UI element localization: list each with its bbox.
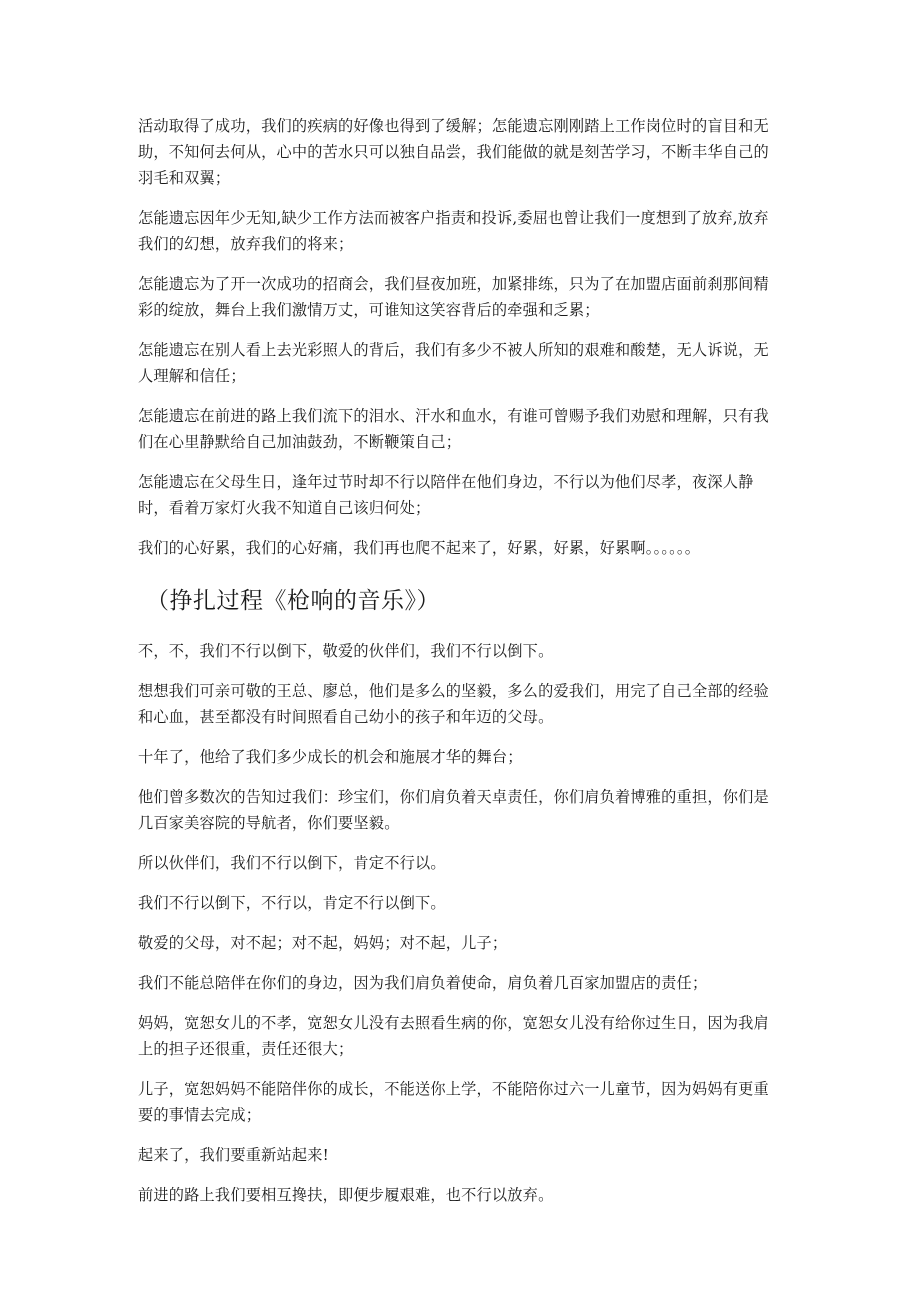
paragraph: 前进的路上我们要相互搀扶，即便步履艰难，也不行以放弃。 xyxy=(138,1186,554,1204)
paragraph: 所以伙伴们，我们不行以倒下，肯定不行以。 xyxy=(138,854,446,872)
paragraph: 怎能遗忘因年少无知,缺少工作方法而被客户指责和投诉,委屈也曾让我们一度想到了放弃,放弃我们的幻想，放弃我们的将来； xyxy=(138,209,769,253)
document-page xyxy=(138,113,778,1222)
paragraph: 不，不，我们不行以倒下，敬爱的伙伴们，我们不行以倒下。 xyxy=(138,642,554,660)
section-heading: （挣扎过程《枪响的音乐》） xyxy=(146,588,440,614)
paragraph: 敬爱的父母，对不起；对不起，妈妈；对不起，儿子； xyxy=(138,934,508,952)
paragraph: 怎能遗忘为了开一次成功的招商会，我们昼夜加班，加紧排练，只为了在加盟店面前刹那间精彩的绽放，舞台上我们激情万丈，可谁知这笑容背后的牵强和乏累； xyxy=(138,275,769,319)
paragraph: 怎能遗忘在父母生日，逢年过节时却不行以陪伴在他们身边，不行以为他们尽孝，夜深人静时，看着万家灯火我不知道自己该归何处； xyxy=(138,473,754,517)
paragraph: 活动取得了成功，我们的疾病的好像也得到了缓解；怎能遗忘刚刚踏上工作岗位时的盲目和无助，不知何去何从，心中的苦水只可以独自品尝，我们能做的就是刻苦学习，不断丰华自己的羽毛和双翼； xyxy=(138,117,769,187)
paragraph: 我们不行以倒下，不行以，肯定不行以倒下。 xyxy=(138,894,446,912)
paragraph: 怎能遗忘在前进的路上我们流下的泪水、汗水和血水，有谁可曾赐予我们劝慰和理解，只有我们在心里静默给自己加油鼓劲，不断鞭策自己； xyxy=(138,407,769,451)
paragraph: 我们不能总陪伴在你们的身边，因为我们肩负着使命，肩负着几百家加盟店的责任； xyxy=(138,974,708,992)
paragraph: 起来了，我们要重新站起来! xyxy=(138,1146,329,1164)
paragraph: 十年了，他给了我们多少成长的机会和施展才华的舞台； xyxy=(138,748,523,766)
paragraph: 怎能遗忘在别人看上去光彩照人的背后，我们有多少不被人所知的艰难和酸楚，无人诉说，无人理解和信任； xyxy=(138,341,769,385)
paragraph: 他们曾多数次的告知过我们：珍宝们，你们肩负着天卓责任，你们肩负着博雅的重担，你们是几百家美容院的导航者，你们要坚毅。 xyxy=(138,788,769,832)
paragraph: 妈妈，宽恕女儿的不孝，宽恕女儿没有去照看生病的你，宽恕女儿没有给你过生日，因为我肩上的担子还很重，责任还很大； xyxy=(138,1014,769,1058)
paragraph: 我们的心好累，我们的心好痛，我们再也爬不起来了，好累，好累，好累啊。。。。。。 xyxy=(138,539,701,557)
paragraph: 想想我们可亲可敬的王总、廖总，他们是多么的坚毅，多么的爱我们，用完了自己全部的经验和心血，甚至都没有时间照看自己幼小的孩子和年迈的父母。 xyxy=(138,682,769,726)
paragraph: 儿子，宽恕妈妈不能陪伴你的成长，不能送你上学，不能陪你过六一儿童节，因为妈妈有更重要的事情去完成； xyxy=(138,1080,769,1124)
